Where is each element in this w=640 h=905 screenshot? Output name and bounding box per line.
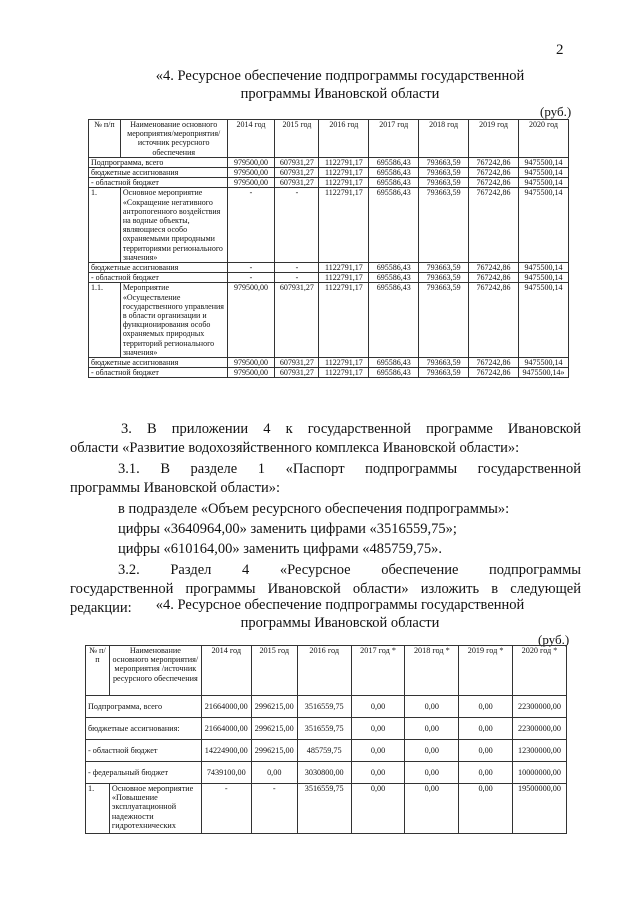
table2-row bbox=[86, 718, 567, 740]
table2-header-cell: № п/п bbox=[86, 646, 110, 696]
table2-value-cell: 0,00 bbox=[405, 762, 459, 784]
table1-header-row bbox=[89, 120, 569, 158]
table2-value-cell: 0,00 bbox=[405, 784, 459, 834]
table1-value-cell: 767242,86 bbox=[469, 358, 519, 368]
table1-row bbox=[89, 273, 569, 283]
table1-value-cell: 607931,27 bbox=[275, 358, 319, 368]
para-replace-1: цифры «3640964,00» заменить цифрами «3516559,75»; bbox=[118, 521, 457, 537]
table2-row bbox=[86, 740, 567, 762]
table2-value-cell: 3516559,75 bbox=[297, 718, 351, 740]
table1-value-cell: 767242,86 bbox=[469, 178, 519, 188]
table1-row-label: Мероприятие «Осуществление государственного управления в области организации и функционирования особо охраняемых природных территорий регионального значения» bbox=[120, 283, 227, 358]
table2-row-label: Основное мероприятие «Повышение эксплуатационной надежности гидротехнических bbox=[109, 784, 201, 834]
table1-header-cell: 2018 год bbox=[419, 120, 469, 158]
table2-value-cell: 2996215,00 bbox=[251, 718, 297, 740]
para-subsection: в подразделе «Объем ресурсного обеспечения подпрограммы»: bbox=[118, 501, 510, 517]
table1-value-cell: 979500,00 bbox=[227, 157, 275, 167]
table1-row-label: - областной бюджет bbox=[89, 273, 228, 283]
table1-value-cell: 767242,86 bbox=[469, 283, 519, 358]
table1-value-cell: 767242,86 bbox=[469, 157, 519, 167]
table1-row bbox=[89, 283, 569, 358]
table2-value-cell: 12300000,00 bbox=[513, 740, 567, 762]
table1-value-cell: 1122791,17 bbox=[319, 283, 369, 358]
table2-value-cell: 3516559,75 bbox=[297, 784, 351, 834]
section1-title-line2: программы Ивановской области bbox=[240, 86, 440, 102]
table1-value-cell: 695586,43 bbox=[369, 157, 419, 167]
table1-value-cell: 9475500,14 bbox=[518, 358, 568, 368]
table1-value-cell: 1122791,17 bbox=[319, 263, 369, 273]
table1-row-label: Подпрограмма, всего bbox=[89, 157, 228, 167]
table2-value-cell: 0,00 bbox=[351, 784, 405, 834]
table1-value-cell: 767242,86 bbox=[469, 368, 519, 378]
section1-title-line1: «4. Ресурсное обеспечение подпрограммы государственной bbox=[155, 68, 525, 84]
table2-value-cell: 3516559,75 bbox=[297, 696, 351, 718]
table2-value-cell: 0,00 bbox=[459, 696, 513, 718]
para-replace-2: цифры «610164,00» заменить цифрами «485759,75». bbox=[118, 541, 443, 557]
table1-value-cell: - bbox=[227, 273, 275, 283]
table1-value-cell: 979500,00 bbox=[227, 178, 275, 188]
table2-row-label: Подпрограмма, всего bbox=[86, 696, 202, 718]
table1-row-label: бюджетные ассигнования bbox=[89, 358, 228, 368]
table1-value-cell: 695586,43 bbox=[369, 263, 419, 273]
table1-value-cell: 793663,59 bbox=[419, 263, 469, 273]
section1-unit: (руб.) bbox=[540, 104, 572, 119]
table1-row-number: 1.1. bbox=[89, 283, 121, 358]
table1-row-label: Основное мероприятие «Сокращение негативного антропогенного воздействия на водные объекты, являющиеся особо охраняемыми природными территориями регионального значения» bbox=[120, 188, 227, 263]
table2-row bbox=[86, 762, 567, 784]
section2-title-line1: «4. Ресурсное обеспечение подпрограммы государственной bbox=[155, 597, 525, 613]
table1-value-cell: 695586,43 bbox=[369, 168, 419, 178]
table2-header-cell: 2018 год * bbox=[405, 646, 459, 696]
table2-header-cell: 2020 год * bbox=[513, 646, 567, 696]
table1-value-cell: 9475500,14 bbox=[518, 188, 568, 263]
para-3-2: 3.2. Раздел 4 «Ресурсное обеспечение подпрограммы bbox=[118, 562, 581, 578]
table2-row-label: - областной бюджет bbox=[86, 740, 202, 762]
table1-value-cell: 979500,00 bbox=[227, 283, 275, 358]
table2-value-cell: 0,00 bbox=[251, 762, 297, 784]
table2-header-cell: 2016 год bbox=[297, 646, 351, 696]
table1-header-cell: Наименование основного мероприятия/мероприятия/ источник ресурсного обеспечения bbox=[120, 120, 227, 158]
table1-value-cell: 695586,43 bbox=[369, 358, 419, 368]
table1-header-cell: 2020 год bbox=[518, 120, 568, 158]
table1-value-cell: 1122791,17 bbox=[319, 157, 369, 167]
table1-value-cell: 793663,59 bbox=[419, 358, 469, 368]
table1-value-cell: 793663,59 bbox=[419, 168, 469, 178]
table1-row-label: - областной бюджет bbox=[89, 368, 228, 378]
table1-header-cell: 2014 год bbox=[227, 120, 275, 158]
table1-value-cell: - bbox=[275, 273, 319, 283]
table2-value-cell: 22300000,00 bbox=[513, 696, 567, 718]
para-3-2-cont: государственной программы Ивановской области» изложить в следующей bbox=[70, 581, 581, 597]
table2-value-cell: 0,00 bbox=[459, 740, 513, 762]
table2-value-cell: - bbox=[201, 784, 251, 834]
table2-row-label: - федеральный бюджет bbox=[86, 762, 202, 784]
table2-value-cell: 7439100,00 bbox=[201, 762, 251, 784]
table2-value-cell: 0,00 bbox=[351, 718, 405, 740]
table1-header-cell: 2015 год bbox=[275, 120, 319, 158]
table2-value-cell: 21664000,00 bbox=[201, 696, 251, 718]
table2-header-cell: Наименование основного мероприятия/мероприятия /источник ресурсного обеспечения bbox=[109, 646, 201, 696]
table2-value-cell: 22300000,00 bbox=[513, 718, 567, 740]
table1-value-cell: 695586,43 bbox=[369, 368, 419, 378]
table1-value-cell: 695586,43 bbox=[369, 188, 419, 263]
table1-value-cell: 607931,27 bbox=[275, 168, 319, 178]
table2-header-cell: 2014 год bbox=[201, 646, 251, 696]
table2-header-row bbox=[86, 646, 567, 696]
para-3-cont: области «Развитие водохозяйственного комплекса Ивановской области»: bbox=[70, 440, 520, 456]
section2-unit: (руб.) bbox=[538, 632, 570, 647]
table2-value-cell: 0,00 bbox=[351, 762, 405, 784]
page-number: 2 bbox=[556, 42, 564, 58]
table1-value-cell: 793663,59 bbox=[419, 273, 469, 283]
table1-header-cell: 2019 год bbox=[469, 120, 519, 158]
table2-value-cell: 0,00 bbox=[459, 718, 513, 740]
table1-row-label: - областной бюджет bbox=[89, 178, 228, 188]
table2-header-cell: 2017 год * bbox=[351, 646, 405, 696]
table1-value-cell: 767242,86 bbox=[469, 188, 519, 263]
resource-table-2 bbox=[85, 645, 567, 834]
table1-value-cell: 767242,86 bbox=[469, 263, 519, 273]
table1-value-cell: 793663,59 bbox=[419, 157, 469, 167]
table2-value-cell: 2996215,00 bbox=[251, 696, 297, 718]
table1-header-cell: 2017 год bbox=[369, 120, 419, 158]
table1-row bbox=[89, 188, 569, 263]
table1-value-cell: 1122791,17 bbox=[319, 368, 369, 378]
table2-value-cell: 0,00 bbox=[459, 762, 513, 784]
table1-row bbox=[89, 368, 569, 378]
section2-title-line2: программы Ивановской области bbox=[240, 615, 440, 631]
table2-value-cell: 14224900,00 bbox=[201, 740, 251, 762]
table1-value-cell: 979500,00 bbox=[227, 358, 275, 368]
para-3-1: 3.1. В разделе 1 «Паспорт подпрограммы государственной bbox=[118, 461, 581, 477]
para-3-1-cont: программы Ивановской области»: bbox=[70, 480, 281, 496]
table2-header-cell: 2019 год * bbox=[459, 646, 513, 696]
table1-value-cell: 793663,59 bbox=[419, 178, 469, 188]
table1-value-cell: - bbox=[227, 188, 275, 263]
table1-value-cell: 1122791,17 bbox=[319, 178, 369, 188]
table1-value-cell: 607931,27 bbox=[275, 368, 319, 378]
table1-row bbox=[89, 168, 569, 178]
table2-value-cell: 0,00 bbox=[405, 740, 459, 762]
table1-value-cell: 793663,59 bbox=[419, 283, 469, 358]
table1-row-number: 1. bbox=[89, 188, 121, 263]
table2-value-cell: - bbox=[251, 784, 297, 834]
table1-value-cell: 9475500,14 bbox=[518, 273, 568, 283]
table1-value-cell: 767242,86 bbox=[469, 273, 519, 283]
table1-value-cell: 9475500,14 bbox=[518, 178, 568, 188]
table2-value-cell: 10000000,00 bbox=[513, 762, 567, 784]
table1-value-cell: 1122791,17 bbox=[319, 168, 369, 178]
table1-value-cell: 1122791,17 bbox=[319, 273, 369, 283]
table2-value-cell: 2996215,00 bbox=[251, 740, 297, 762]
table1-value-cell: 607931,27 bbox=[275, 157, 319, 167]
resource-table-1 bbox=[88, 119, 569, 378]
table1-value-cell: - bbox=[275, 188, 319, 263]
table1-value-cell: - bbox=[275, 263, 319, 273]
table1-value-cell: 607931,27 bbox=[275, 178, 319, 188]
table2-value-cell: 0,00 bbox=[405, 718, 459, 740]
table2-header-cell: 2015 год bbox=[251, 646, 297, 696]
table1-header-cell: 2016 год bbox=[319, 120, 369, 158]
table2-value-cell: 0,00 bbox=[405, 696, 459, 718]
table1-row-label: бюджетные ассигнования bbox=[89, 168, 228, 178]
table1-value-cell: 767242,86 bbox=[469, 168, 519, 178]
table1-value-cell: 9475500,14 bbox=[518, 157, 568, 167]
table1-row bbox=[89, 178, 569, 188]
table1-value-cell: 695586,43 bbox=[369, 273, 419, 283]
table1-header-cell: № п/п bbox=[89, 120, 121, 158]
table1-value-cell: 9475500,14 bbox=[518, 283, 568, 358]
table1-value-cell: 695586,43 bbox=[369, 178, 419, 188]
table1-value-cell: 793663,59 bbox=[419, 188, 469, 263]
table1-value-cell: 1122791,17 bbox=[319, 188, 369, 263]
table1-row-label: бюджетные ассигнования bbox=[89, 263, 228, 273]
table2-value-cell: 21664000,00 bbox=[201, 718, 251, 740]
table1-row bbox=[89, 263, 569, 273]
table2-value-cell: 485759,75 bbox=[297, 740, 351, 762]
table1-value-cell: 793663,59 bbox=[419, 368, 469, 378]
table1-value-cell: 1122791,17 bbox=[319, 358, 369, 368]
table2-value-cell: 19500000,00 bbox=[513, 784, 567, 834]
table2-value-cell: 0,00 bbox=[351, 696, 405, 718]
table2-value-cell: 0,00 bbox=[351, 740, 405, 762]
table1-row bbox=[89, 358, 569, 368]
para-3: 3. В приложении 4 к государственной программе Ивановской bbox=[121, 421, 581, 437]
table1-value-cell: 9475500,14 bbox=[518, 168, 568, 178]
table1-value-cell: 607931,27 bbox=[275, 283, 319, 358]
table1-value-cell: 979500,00 bbox=[227, 368, 275, 378]
table2-item-row bbox=[86, 784, 567, 834]
table1-value-cell: 9475500,14 bbox=[518, 263, 568, 273]
table2-value-cell: 3030800,00 bbox=[297, 762, 351, 784]
table2-row-label: бюджетные ассигнования: bbox=[86, 718, 202, 740]
table1-value-cell: 695586,43 bbox=[369, 283, 419, 358]
table2-value-cell: 0,00 bbox=[459, 784, 513, 834]
table1-row bbox=[89, 157, 569, 167]
para-3-2-end: редакции: bbox=[70, 600, 132, 616]
table1-value-cell: 979500,00 bbox=[227, 168, 275, 178]
table1-value-cell: - bbox=[227, 263, 275, 273]
table1-value-cell: 9475500,14» bbox=[518, 368, 568, 378]
table2-row bbox=[86, 696, 567, 718]
table2-row-number: 1. bbox=[86, 784, 110, 834]
